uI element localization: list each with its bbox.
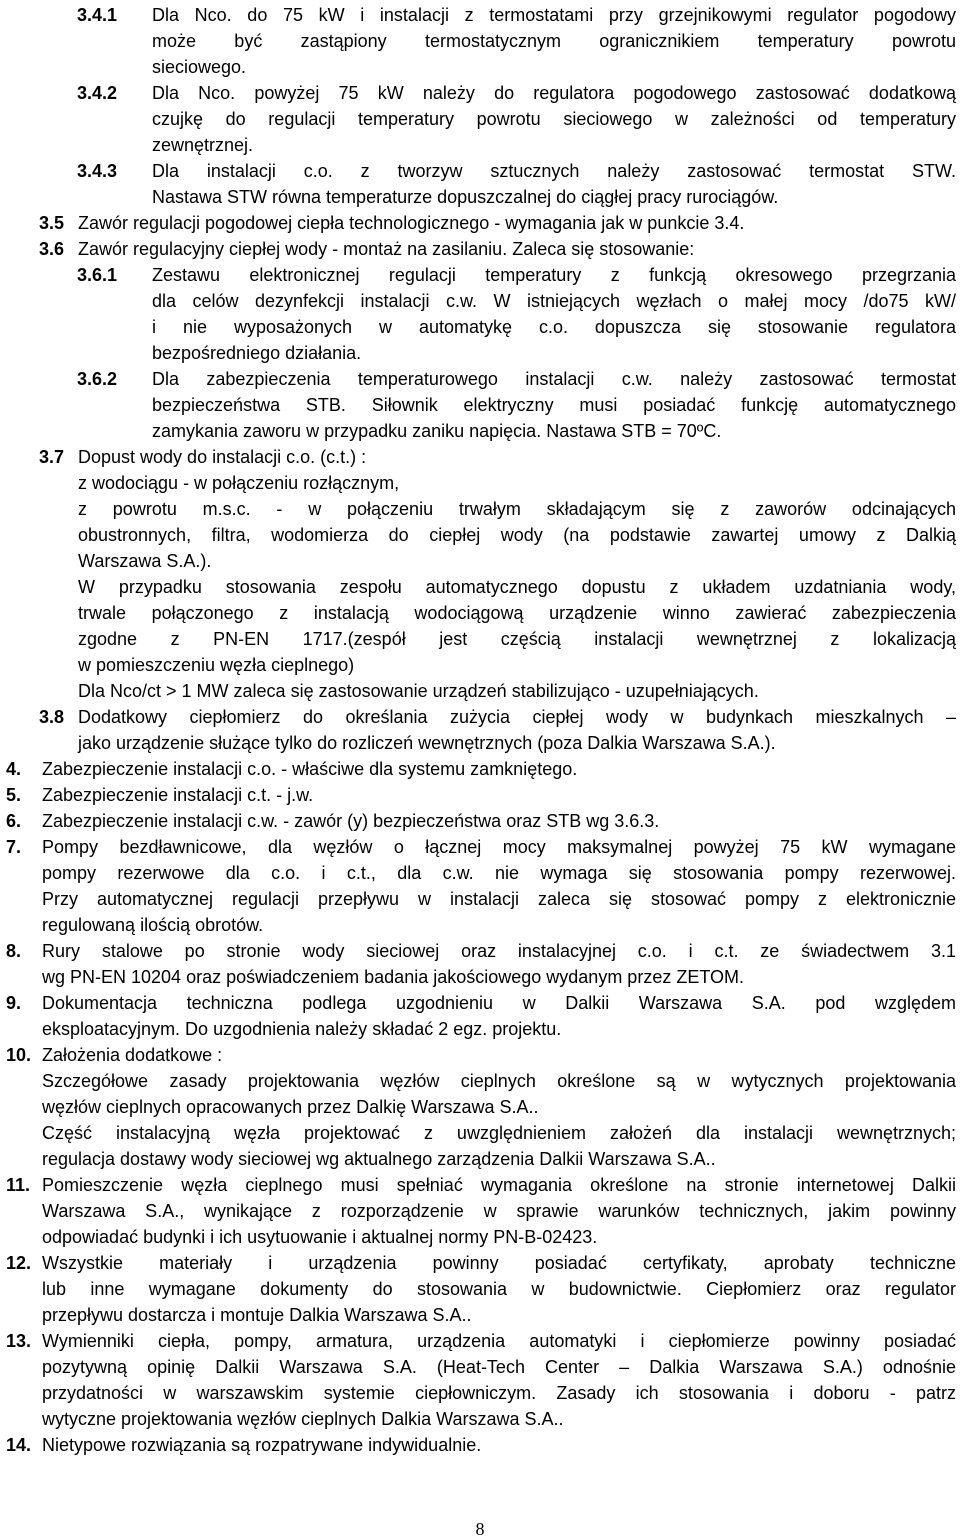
text-line: Pompy bezdławnicowe, dla węzłów o łącznej mocy maksymalnej powyżej 75 kW wymagane <box>42 837 956 857</box>
text-line: węzłów cieplnych opracowanych przez Dalkię Warszawa S.A.. <box>42 1097 539 1117</box>
section-number: 3.6 <box>39 239 65 259</box>
text-line: Założenia dodatkowe : <box>42 1045 223 1065</box>
section-number: 6. <box>6 811 22 831</box>
text-line: przepływu dostarcza i montuje Dalkia Warszawa S.A.. <box>42 1305 472 1325</box>
text-line: pompy rezerwowe dla c.o. i c.t., dla c.w. nie wymaga się stosowania pompy rezerwowej. <box>42 863 956 883</box>
text-line: regulacja dostawy wody sieciowej wg aktualnego zarządzenia Dalkii Warszawa S.A.. <box>42 1149 716 1169</box>
text-line: Wymienniki ciepła, pompy, armatura, urządzenia automatyki i ciepłomierze powinny posiadać <box>42 1331 956 1351</box>
section-number: 3.8 <box>39 707 65 727</box>
text-line: Zawór regulacyjny ciepłej wody - montaż na zasilaniu. Zaleca się stosowanie: <box>78 239 695 259</box>
text-line: czujkę do regulacji temperatury powrotu sieciowego w zależności od temperatury <box>152 109 956 129</box>
section-number: 3.6.1 <box>77 265 118 285</box>
page-number: 8 <box>475 1519 485 1539</box>
text-line: wytyczne projektowania węzłów cieplnych Dalkia Warszawa S.A.. <box>42 1409 564 1429</box>
text-line: Wszystkie materiały i urządzenia powinny posiadać certyfikaty, aprobaty techniczne <box>42 1253 956 1273</box>
text-line: dla celów dezynfekcji instalacji c.w. W istniejących węzłach o małej mocy /do75 kW/ <box>152 291 956 311</box>
text-line: może być zastąpiony termostatycznym ogranicznikiem temperatury powrotu <box>152 31 956 51</box>
section-number: 7. <box>6 837 22 857</box>
text-line: zewnętrznej. <box>152 135 254 155</box>
text-line: Dla instalacji c.o. z tworzyw sztucznych należy zastosować termostat STW. <box>152 161 956 181</box>
section-number: 10. <box>6 1045 32 1065</box>
text-line: pozytywną opinię Dalkii Warszawa S.A. (Heat-Tech Center – Dalkia Warszawa S.A.) odnośnie <box>42 1357 956 1377</box>
text-line: obustronnych, filtra, wodomierza do ciepłej wody (na podstawie zawartej umowy z Dalkią <box>78 525 956 545</box>
text-line: przydatności w warszawskim systemie ciepłowniczym. Zasady ich stosowania i doboru - patrz <box>42 1383 956 1403</box>
text-line: eksploatacyjnym. Do uzgodnienia należy składać 2 egz. projektu. <box>42 1019 562 1039</box>
section-number: 12. <box>6 1253 32 1273</box>
section-number: 4. <box>6 759 22 779</box>
text-line: odpowiadać budynki i ich usytuowanie i aktualnej normy PN-B-02423. <box>42 1227 598 1247</box>
text-line: regulowaną ilością obrotów. <box>42 915 264 935</box>
section-number: 3.6.2 <box>77 369 118 389</box>
text-line: z wodociągu - w połączeniu rozłącznym, <box>78 473 400 493</box>
section-number: 3.4.1 <box>77 5 118 25</box>
section-number: 13. <box>6 1331 32 1351</box>
text-line: Zabezpieczenie instalacji c.o. - właściwe dla systemu zamkniętego. <box>42 759 578 779</box>
section-number: 3.7 <box>39 447 65 467</box>
text-line: lub inne wymagane dokumenty do stosowania w budownictwie. Ciepłomierz oraz regulator <box>42 1279 956 1299</box>
section-number: 9. <box>6 993 22 1013</box>
text-line: Szczegółowe zasady projektowania węzłów cieplnych określone są w wytycznych projektowania <box>42 1071 956 1091</box>
text-line: wg PN-EN 10204 oraz poświadczeniem badania jakościowego wydanym przez ZETOM. <box>42 967 744 987</box>
section-number: 14. <box>6 1435 32 1455</box>
text-line: Nastawa STW równa temperaturze dopuszczalnej do ciągłej pracy rurociągów. <box>152 187 779 207</box>
section-number: 3.4.3 <box>77 161 118 181</box>
text-line: Nietypowe rozwiązania są rozpatrywane indywidualnie. <box>42 1435 482 1455</box>
text-line: i nie wyposażonych w automatykę c.o. dopuszcza się stosowanie regulatora <box>152 317 956 337</box>
text-line: sieciowego. <box>152 57 247 77</box>
text-line: Dokumentacja techniczna podlega uzgodnieniu w Dalkii Warszawa S.A. pod względem <box>42 993 956 1013</box>
text-line: Dodatkowy ciepłomierz do określania zużycia ciepłej wody w budynkach mieszkalnych – <box>78 707 956 727</box>
text-line: z powrotu m.s.c. - w połączeniu trwałym składającym się z zaworów odcinających <box>78 499 956 519</box>
section-number: 3.5 <box>39 213 65 233</box>
text-line: Dla Nco/ct > 1 MW zaleca się zastosowanie urządzeń stabilizująco - uzupełniających. <box>78 681 759 701</box>
text-line: Warszawa S.A., wynikające z rozporządzenie w sprawie warunków technicznych, jakim powinny <box>42 1201 956 1221</box>
text-line: jako urządzenie służące tylko do rozliczeń wewnętrznych (poza Dalkia Warszawa S.A.). <box>78 733 776 753</box>
text-line: Przy automatycznej regulacji przepływu w instalacji zaleca się stosować pompy z elektronicznie <box>42 889 956 909</box>
text-line: Zabezpieczenie instalacji c.w. - zawór (y) bezpieczeństwa oraz STB wg 3.6.3. <box>42 811 660 831</box>
text-line: Rury stalowe po stronie wody sieciowej oraz instalacyjnej c.o. i c.t. ze świadectwem 3.1 <box>42 941 956 961</box>
text-line: trwale połączonego z instalacją wodociągową urządzenie winno zawierać zabezpieczenia <box>78 603 956 623</box>
text-line: Zabezpieczenie instalacji c.t. - j.w. <box>42 785 314 805</box>
text-line: Dla Nco. do 75 kW i instalacji z termostatami przy grzejnikowymi regulator pogodowy <box>152 5 956 25</box>
text-line: zamykania zaworu w przypadku zaniku napięcia. Nastawa STB = 70ºC. <box>152 421 722 441</box>
text-line: Dla zabezpieczenia temperaturowego instalacji c.w. należy zastosować termostat <box>152 369 956 389</box>
text-line: Warszawa S.A.). <box>78 551 212 571</box>
text-line: w pomieszczeniu węzła cieplnego) <box>78 655 355 675</box>
text-line: bezpośredniego działania. <box>152 343 362 363</box>
text-line: Zestawu elektronicznej regulacji temperatury z funkcją okresowego przegrzania <box>152 265 956 285</box>
text-line: Dopust wody do instalacji c.o. (c.t.) : <box>78 447 367 467</box>
text-line: Część instalacyjną węzła projektować z uwzględnieniem założeń dla instalacji wewnętrznych; <box>42 1123 956 1143</box>
text-line: Pomieszczenie węzła cieplnego musi spełniać wymagania określone na stronie internetowej Dalkii <box>42 1175 956 1195</box>
section-number: 8. <box>6 941 22 961</box>
text-line: W przypadku stosowania zespołu automatycznego dopustu z układem uzdatniania wody, <box>78 577 956 597</box>
text-line: zgodne z PN-EN 1717.(zespół jest częścią instalacji wewnętrznej z lokalizacją <box>78 629 956 649</box>
section-number: 5. <box>6 785 22 805</box>
text-line: Dla Nco. powyżej 75 kW należy do regulatora pogodowego zastosować dodatkową <box>152 83 956 103</box>
text-line: bezpieczeństwa STB. Siłownik elektryczny musi posiadać funkcję automatycznego <box>152 395 956 415</box>
text-line: Zawór regulacji pogodowej ciepła technologicznego - wymagania jak w punkcie 3.4. <box>78 213 745 233</box>
section-number: 3.4.2 <box>77 83 118 103</box>
section-number: 11. <box>6 1175 31 1195</box>
